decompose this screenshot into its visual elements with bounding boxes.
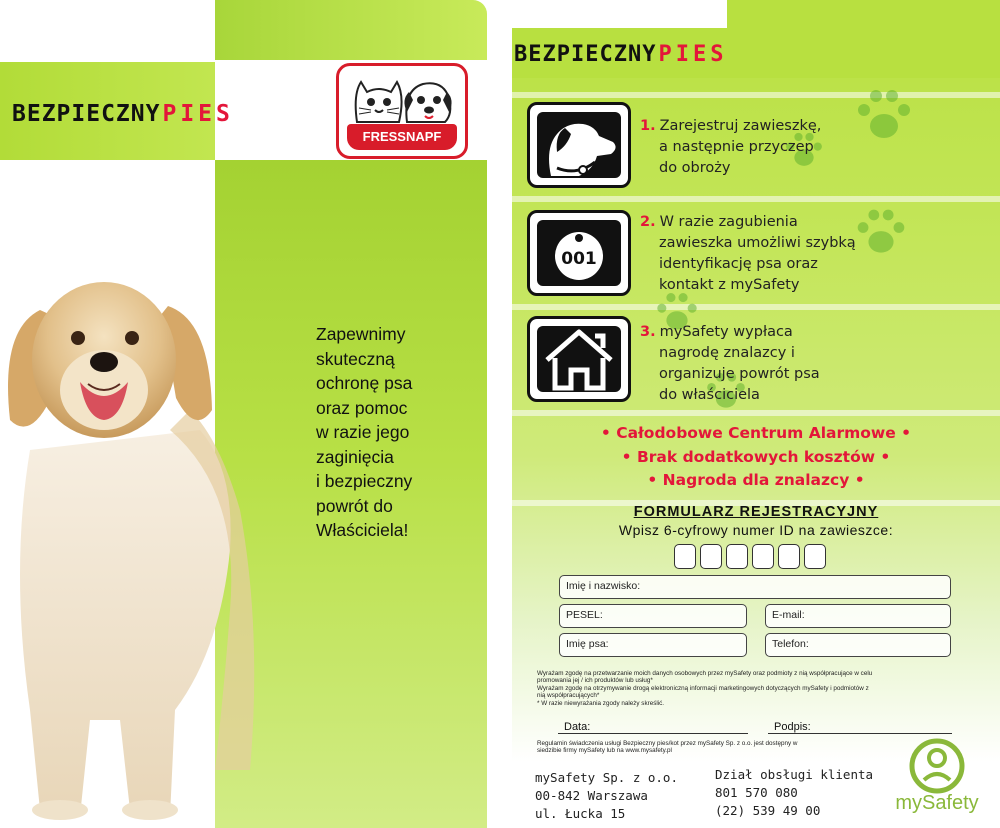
divider-stripe: [512, 92, 1000, 98]
benefit-item: • Nagroda dla znalazcy •: [647, 471, 865, 489]
step-line: Zarejestruj zawieszkę,: [659, 118, 822, 134]
date-label: Data:: [564, 721, 591, 733]
right-top-green: [727, 0, 1000, 28]
step-line: nagrodę znalazcy i: [659, 345, 795, 361]
tag-number: 001: [561, 249, 597, 269]
address-line: 00-842 Warszawa: [535, 788, 648, 803]
left-panel: [0, 0, 493, 828]
id-digit-box[interactable]: [700, 544, 722, 569]
customer-service: [715, 766, 873, 820]
form-title: FORMULARZ REJESTRACYJNY: [633, 504, 879, 520]
email-field[interactable]: E-mail:: [765, 604, 951, 628]
name-field[interactable]: Imię i nazwisko:: [559, 575, 951, 599]
step-line: organizuje powrót psa: [659, 366, 820, 382]
brand-title-left: [12, 101, 234, 127]
dog-name-field[interactable]: Imię psa:: [559, 633, 747, 657]
step-2-icon-box: [527, 210, 631, 296]
benefits-list: [512, 422, 1000, 493]
pesel-field[interactable]: PESEL:: [559, 604, 747, 628]
house-icon: [537, 326, 621, 392]
mysafety-logo: [882, 738, 992, 818]
right-top-white: [512, 0, 727, 28]
step-2-text: [640, 212, 910, 296]
left-tagline: Zapewnimy skuteczną ochronę psa oraz pomoc w razie jego zaginięcia i bezpieczny powrót do Właściciela!: [316, 324, 413, 540]
step-number: 2.: [640, 214, 656, 230]
brand-red-part: PIES: [658, 42, 728, 67]
dog-head-icon: [537, 112, 621, 178]
id-digit-box[interactable]: [674, 544, 696, 569]
id-tag-icon: [537, 220, 621, 286]
brand-title-right: [514, 42, 727, 67]
terms-text: [537, 740, 897, 755]
step-number: 3.: [640, 324, 656, 340]
consent-line: nią współpracujących*: [537, 692, 600, 700]
mysafety-logo-text: mySafety: [895, 792, 979, 814]
step-line: zawieszka umożliwi szybką: [659, 235, 856, 251]
cat-dog-icon: [349, 70, 457, 130]
right-panel: [512, 0, 1000, 828]
signature-label: Podpis:: [774, 721, 811, 733]
step-1-icon-box: [527, 102, 631, 188]
consent-text: [537, 670, 987, 707]
fressnapf-bowl: FRESSNAPF: [347, 124, 457, 150]
benefit-item: • Całodobowe Centrum Alarmowe •: [600, 424, 912, 442]
support-line: (22) 539 49 00: [715, 803, 821, 818]
company-address: [535, 769, 678, 823]
signature-line[interactable]: [768, 733, 952, 734]
brand-black-part: BEZPIECZNY: [12, 101, 161, 127]
consent-line: * W razie niewyrażania zgody należy skreślić.: [537, 699, 665, 707]
consent-line: Wyrażam zgodę na przetwarzanie moich danych osobowych przez mySafety oraz podmioty z nią współpracujące w celu: [537, 670, 873, 677]
consent-line: Wyrażam zgodę na otrzymywanie drogą elektroniczną informacji marketingowych dotyczących mySafety i podmiotów z: [537, 684, 869, 692]
step-line: do właściciela: [659, 387, 760, 403]
step-line: W razie zagubienia: [659, 214, 798, 230]
step-3-icon-box: [527, 316, 631, 402]
date-line[interactable]: [558, 733, 748, 734]
fressnapf-logo: [336, 63, 468, 159]
brand-black-part: BEZPIECZNY: [514, 42, 657, 67]
id-digit-box[interactable]: [778, 544, 800, 569]
support-line: 801 570 080: [715, 785, 798, 800]
id-number-boxes: [674, 544, 826, 569]
mysafety-person-icon: [882, 738, 992, 794]
brand-red-part: PIES: [162, 101, 234, 127]
divider-stripe: [512, 410, 1000, 416]
divider-stripe: [512, 304, 1000, 310]
id-digit-box[interactable]: [804, 544, 826, 569]
step-line: kontakt z mySafety: [659, 277, 800, 293]
golden-retriever-photo: [0, 250, 260, 828]
address-line: ul. Łucka 15: [535, 806, 626, 821]
id-digit-box[interactable]: [752, 544, 774, 569]
step-line: do obroży: [659, 160, 731, 176]
phone-field[interactable]: Telefon:: [765, 633, 951, 657]
step-1-text: [640, 116, 910, 179]
terms-line: Regulamin świadczenia usługi Bezpieczny pies/kot przez mySafety Sp. z o.o. jest dostępny w: [537, 740, 798, 747]
benefit-item: • Brak dodatkowych kosztów •: [621, 447, 891, 466]
divider-stripe: [512, 196, 1000, 202]
step-3-text: [640, 322, 910, 406]
support-line: Dział obsługi klienta: [715, 767, 874, 782]
form-subtitle: Wpisz 6-cyfrowy numer ID na zawieszce:: [618, 522, 894, 538]
step-line: identyfikację psa oraz: [659, 256, 818, 272]
fold-gap: [487, 0, 493, 828]
terms-line: siedzibie firmy mySafety lub na www.mysafety.pl: [537, 747, 672, 755]
id-digit-box[interactable]: [726, 544, 748, 569]
step-line: a następnie przyczep: [659, 139, 814, 155]
address-line: mySafety Sp. z o.o.: [535, 770, 678, 785]
left-top-green-block: [215, 0, 487, 60]
consent-line: promowania jej / ich produktów lub usług*: [537, 677, 653, 685]
step-line: mySafety wypłaca: [659, 324, 793, 340]
step-number: 1.: [640, 118, 656, 134]
